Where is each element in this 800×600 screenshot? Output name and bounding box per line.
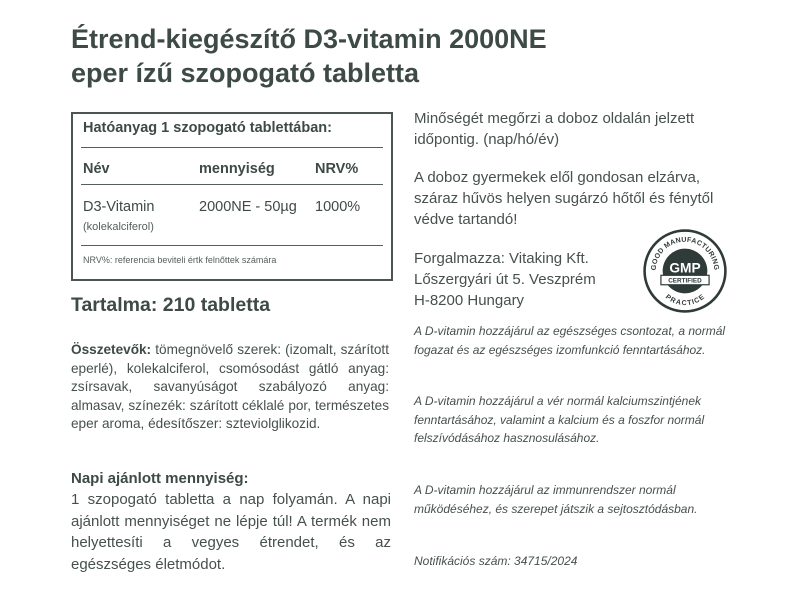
- distributor-address: Lőszergyári út 5. Veszprém: [414, 271, 596, 288]
- storage-text: A doboz gyermekek elől gondosan elzárva, száraz hűvös helyen sugárzó hőtől és fénytől védve tartandó!: [414, 169, 714, 228]
- col-name-header: Név: [83, 161, 110, 177]
- gmp-bottom-text: PRACTICE: [663, 293, 707, 308]
- distributor-block: [414, 248, 644, 311]
- table-heading: Hatóanyag 1 szopogató tablettában:: [83, 120, 332, 136]
- distributor-country: H-8200 Hungary: [414, 292, 525, 309]
- gmp-ribbon-text: CERTIFIED: [668, 277, 702, 285]
- daily-dose-text: 1 szopogató tabletta a nap folyamán. A napi ajánlott mennyiséget ne lépje túl! A termék nem helyettesíti a vegyes étrendet, és az egészséges életmódot.: [71, 491, 391, 573]
- expiry-text: Minőségét megőrzi a doboz oldalán jelzett időpontig. (nap/hó/év): [414, 110, 695, 148]
- table-footnote: NRV%: referencia beviteli értk felnőttek számára: [83, 255, 277, 265]
- ingredients-text: tömegnövelő szerek: (izomalt, szárított eperlé), kolekalciferol, csomósodást gátló anyag: zsírsavak, savanyúságot szabályozó anyag: almasav, színezék: szárított céklalé por, természetes eper aroma, édesítőszer: szteviolglikozid.: [71, 342, 389, 431]
- distributor-name: Forgalmazza: Vitaking Kft.: [414, 250, 589, 267]
- row-amount: 2000NE - 50µg: [199, 199, 297, 215]
- row-subname: (kolekalciferol): [83, 221, 154, 233]
- product-title-line-2: eper ízű szopogató tabletta: [71, 58, 420, 88]
- table-divider: [81, 245, 383, 246]
- active-ingredient-table: [71, 112, 393, 281]
- ingredients-paragraph: [71, 341, 389, 434]
- row-name: D3-Vitamin: [83, 199, 155, 215]
- gmp-center-text: GMP: [669, 260, 701, 276]
- left-column: [71, 112, 393, 281]
- col-nrv-header: NRV%: [315, 161, 359, 177]
- product-title: [71, 22, 547, 90]
- row-nrv: 1000%: [315, 199, 361, 215]
- gmp-certified-badge-icon: [642, 228, 728, 314]
- table-divider: [81, 184, 383, 185]
- daily-dose-title: Napi ajánlott mennyiség:: [71, 470, 249, 487]
- product-title-line-1: Étrend-kiegészítő D3-vitamin 2000NE: [71, 24, 547, 54]
- notification-number: Notifikációs szám: 34715/2024: [414, 554, 578, 568]
- col-amount-header: mennyiség: [199, 161, 275, 177]
- health-claim-2: A D-vitamin hozzájárul a vér normál kalciumszintjének fenntartásához, valamint a kalcium és a foszfor normál felszívódásához hasznosulásához.: [414, 394, 705, 445]
- health-claim-1: A D-vitamin hozzájárul az egészséges csontozat, a normál fogazat és az egészséges izomfunkció fenntartásához.: [414, 324, 726, 357]
- ingredients-label: Összetevők:: [71, 342, 152, 357]
- gmp-top-text: GOOD MANUFACTURING: [650, 236, 720, 271]
- package-contents: Tartalma: 210 tabletta: [71, 294, 271, 316]
- health-claim-3: A D-vitamin hozzájárul az immunrendszer normál működéséhez, és szerepet játszik a sejtosztódásban.: [414, 483, 698, 516]
- table-divider: [81, 147, 383, 148]
- svg-text:PRACTICE: [664, 294, 706, 308]
